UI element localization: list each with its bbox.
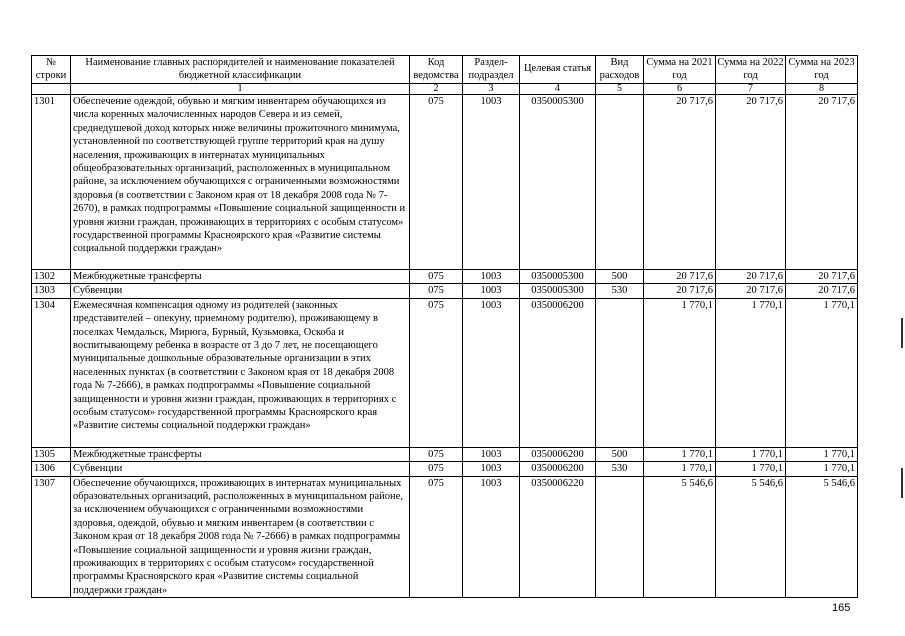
row-target: 0350006200 — [520, 462, 596, 476]
row-dept: 075 — [410, 476, 463, 598]
header-row-number: № строки — [32, 56, 71, 84]
row-type: 530 — [596, 462, 644, 476]
row-number: 1306 — [32, 462, 71, 476]
row-sum-2021: 20 717,6 — [644, 95, 716, 270]
table-row — [32, 284, 858, 298]
row-sum-2023: 20 717,6 — [786, 270, 858, 284]
row-number: 1302 — [32, 270, 71, 284]
column-number: 5 — [596, 84, 644, 95]
budget-table — [31, 55, 858, 598]
row-sum-2023: 20 717,6 — [786, 95, 858, 270]
row-sum-2022: 1 770,1 — [716, 298, 786, 447]
table-row — [32, 462, 858, 476]
column-number — [32, 84, 71, 95]
row-sum-2023: 1 770,1 — [786, 462, 858, 476]
row-section: 1003 — [463, 476, 520, 598]
row-sum-2022: 5 546,6 — [716, 476, 786, 598]
header-dept-code: Код ведомства — [410, 56, 463, 84]
row-section: 1003 — [463, 298, 520, 447]
column-number: 8 — [786, 84, 858, 95]
column-number: 6 — [644, 84, 716, 95]
row-type — [596, 476, 644, 598]
row-sum-2021: 1 770,1 — [644, 298, 716, 447]
scan-edge-mark — [901, 468, 903, 498]
table-row — [32, 476, 858, 598]
row-section: 1003 — [463, 462, 520, 476]
row-name: Субвенции — [71, 284, 410, 298]
row-dept: 075 — [410, 447, 463, 461]
table-row — [32, 95, 858, 270]
row-dept: 075 — [410, 298, 463, 447]
row-target: 0350005300 — [520, 95, 596, 270]
header-expense-type: Вид расходов — [596, 56, 644, 84]
header-sum-2021: Сумма на 2021 год — [644, 56, 716, 84]
column-number-row — [32, 84, 858, 95]
row-sum-2022: 1 770,1 — [716, 447, 786, 461]
row-sum-2021: 20 717,6 — [644, 270, 716, 284]
row-sum-2021: 5 546,6 — [644, 476, 716, 598]
row-type: 500 — [596, 447, 644, 461]
row-sum-2021: 20 717,6 — [644, 284, 716, 298]
row-number: 1307 — [32, 476, 71, 598]
header-sum-2022: Сумма на 2022 год — [716, 56, 786, 84]
page-number: 165 — [832, 602, 851, 614]
row-sum-2023: 1 770,1 — [786, 447, 858, 461]
row-section: 1003 — [463, 270, 520, 284]
row-target: 0350006200 — [520, 298, 596, 447]
row-sum-2022: 1 770,1 — [716, 462, 786, 476]
row-target: 0350006220 — [520, 476, 596, 598]
row-sum-2023: 1 770,1 — [786, 298, 858, 447]
header-target: Целевая статья — [520, 56, 596, 84]
row-name: Ежемесячная компенсация одному из родителей (законных представителей – опекуну, приемному родителю), проживающему в поселках Чемдальск, Мирюга, Бурный, Кузьмовка, Оскоба и воспитывающему ребенка в возрасте от 3 до 7 лет, не посещающего муниципальные дошкольные образовательные организации в этих населенных пунктах (в соответствии с Законом края от 18 декабря 2008 года № 7-2666), в рамках подпрограммы «Повышение социальной защищенности и уровня жизни граждан, проживающих в территориях с особым статусом» государственной программы Красноярского края «Развитие системы социальной поддержки граждан» — [71, 298, 410, 447]
row-type: 500 — [596, 270, 644, 284]
row-name: Межбюджетные трансферты — [71, 270, 410, 284]
column-number: 2 — [410, 84, 463, 95]
row-sum-2022: 20 717,6 — [716, 270, 786, 284]
row-type — [596, 95, 644, 270]
row-section: 1003 — [463, 95, 520, 270]
row-sum-2022: 20 717,6 — [716, 95, 786, 270]
row-number: 1303 — [32, 284, 71, 298]
row-sum-2022: 20 717,6 — [716, 284, 786, 298]
column-number: 7 — [716, 84, 786, 95]
row-sum-2023: 5 546,6 — [786, 476, 858, 598]
table-row — [32, 270, 858, 284]
row-target: 0350005300 — [520, 270, 596, 284]
column-number: 3 — [463, 84, 520, 95]
row-dept: 075 — [410, 462, 463, 476]
row-name: Обеспечение обучающихся, проживающих в интернатах муниципальных образовательных организаций, расположенных в муниципальном районе, за исключением обучающихся с ограниченными возможностями здоровья, одеждой, обувью и мягким инвентарем (в соответствии с Законом края от 18 декабря 2008 года № 7-2666) в рамках подпрограммы «Повышение социальной защищенности и уровня жизни граждан, проживающих в территориях с особым статусом» государственной программы Красноярского края «Развитие системы социальной поддержки граждан» — [71, 476, 410, 598]
row-name: Обеспечение одеждой, обувью и мягким инвентарем обучающихся из числа коренных малочисленных народов Севера и из семей, среднедушевой доход которых ниже величины прожиточного минимума, установленной по соответствующей группе территорий края на душу населения, проживающих в интернатах муниципальных общеобразовательных организаций, расположенных в муниципальном районе, за исключением обучающихся с ограниченными возможностями здоровья (в соответствии с Законом края от 18 декабря 2008 года № 7-2670), в рамках подпрограммы «Повышение социальной защищенности и уровня жизни граждан, проживающих в территориях с особым статусом» государственной программы Красноярского края «Развитие системы социальной поддержки граждан» — [71, 95, 410, 270]
row-type: 530 — [596, 284, 644, 298]
row-type — [596, 298, 644, 447]
column-number: 1 — [71, 84, 410, 95]
row-dept: 075 — [410, 270, 463, 284]
table-row — [32, 298, 858, 447]
row-target: 0350006200 — [520, 447, 596, 461]
header-row — [32, 56, 858, 84]
scan-edge-mark — [901, 318, 903, 348]
header-section: Раздел-подраздел — [463, 56, 520, 84]
column-number: 4 — [520, 84, 596, 95]
row-dept: 075 — [410, 284, 463, 298]
row-number: 1304 — [32, 298, 71, 447]
row-sum-2021: 1 770,1 — [644, 462, 716, 476]
row-dept: 075 — [410, 95, 463, 270]
table-row — [32, 447, 858, 461]
row-number: 1301 — [32, 95, 71, 270]
header-name: Наименование главных распорядителей и наименование показателей бюджетной классификации — [71, 56, 410, 84]
row-sum-2023: 20 717,6 — [786, 284, 858, 298]
row-sum-2021: 1 770,1 — [644, 447, 716, 461]
row-name: Межбюджетные трансферты — [71, 447, 410, 461]
header-sum-2023: Сумма на 2023 год — [786, 56, 858, 84]
row-target: 0350005300 — [520, 284, 596, 298]
row-number: 1305 — [32, 447, 71, 461]
row-name: Субвенции — [71, 462, 410, 476]
row-section: 1003 — [463, 447, 520, 461]
row-section: 1003 — [463, 284, 520, 298]
